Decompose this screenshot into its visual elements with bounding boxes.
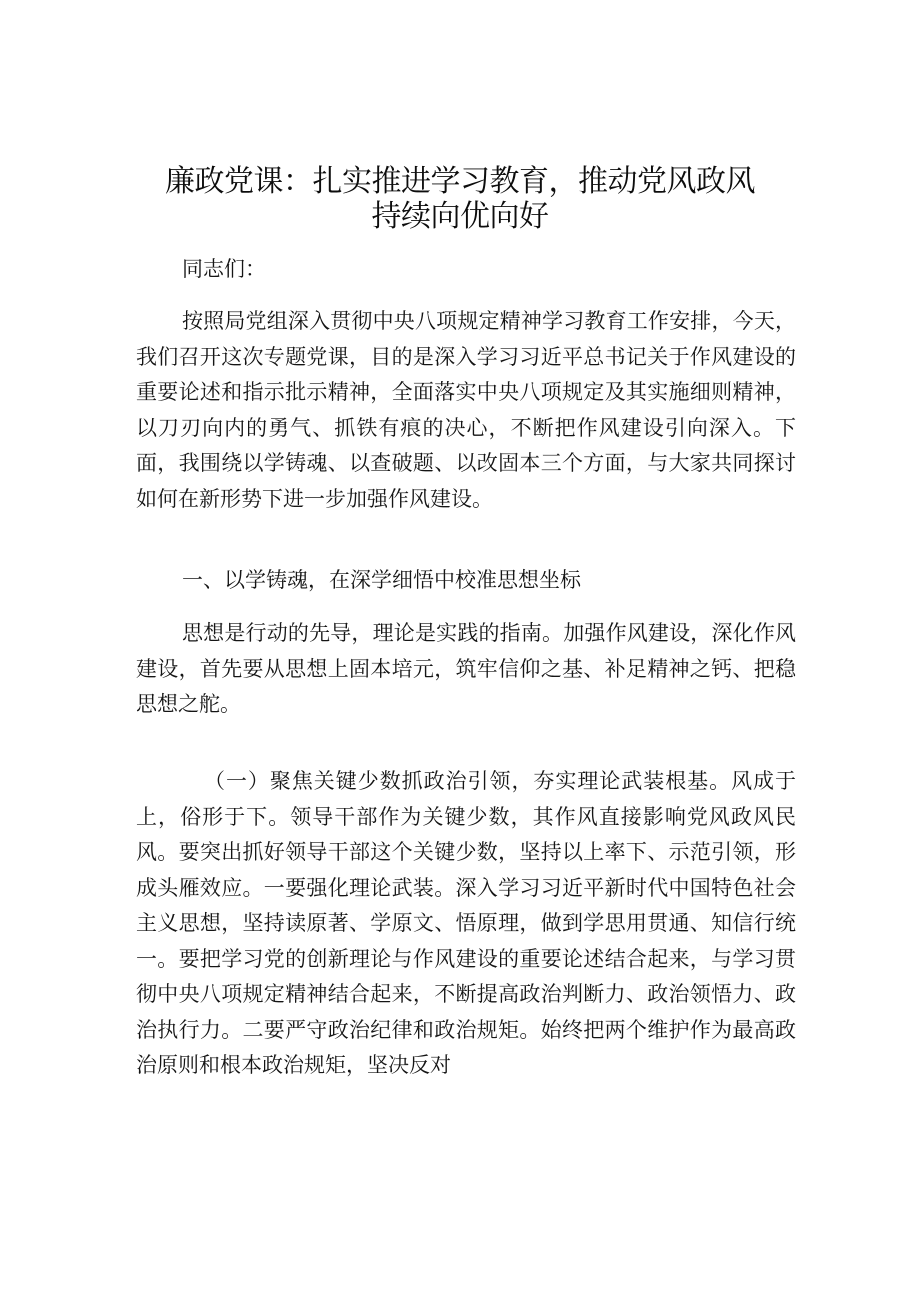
section-heading-1: 一、以学铸魂，在深学细悟中校准思想坐标 [182,568,581,592]
document-title-line-2: 持续向优向好 [371,199,549,234]
document-title-line-1: 廉政党课：扎实推进学习教育，推动党风政风 [165,164,755,199]
salutation: 同志们： [182,257,266,281]
subsection-1-paragraph: （一）聚焦关键少数抓政治引领，夯实理论武装根基。风成于上，俗形于下。领导干部作为关键少数，其作风直接影响党风政风民风。要突出抓好领导干部这个关键少数，坚持以上率下、示范引领，形成头雁效应。一要强化理论武装。深入学习习近平新时代中国特色社会主义思想，坚持读原著、学原文、悟原理，做到学思用贯通、知信行统一。要把学习党的创新理论与作风建设的重要论述结合起来，与学习贯彻中央八项规定精神结合起来，不断提高政治判断力、政治领悟力、政治执行力。二要严守政治纪律和政治规矩。始终把两个维护作为最高政治原则和根本政治规矩，坚决反对 [136,769,796,1077]
intro-paragraph: 按照局党组深入贯彻中央八项规定精神学习教育工作安排，今天，我们召开这次专题党课，目的是深入学习习近平总书记关于作风建设的重要论述和指示批示精神，全面落实中央八项规定及其实施细则精神，以刀刃向内的勇气、抓铁有痕的决心，不断把作风建设引向深入。下面，我围绕以学铸魂、以查破题、以改固本三个方面，与大家共同探讨如何在新形势下进一步加强作风建设。 [136,309,796,511]
section-1-paragraph: 思想是行动的先导，理论是实践的指南。加强作风建设，深化作风建设，首先要从思想上固本培元，筑牢信仰之基、补足精神之钙、把稳思想之舵。 [136,621,796,716]
